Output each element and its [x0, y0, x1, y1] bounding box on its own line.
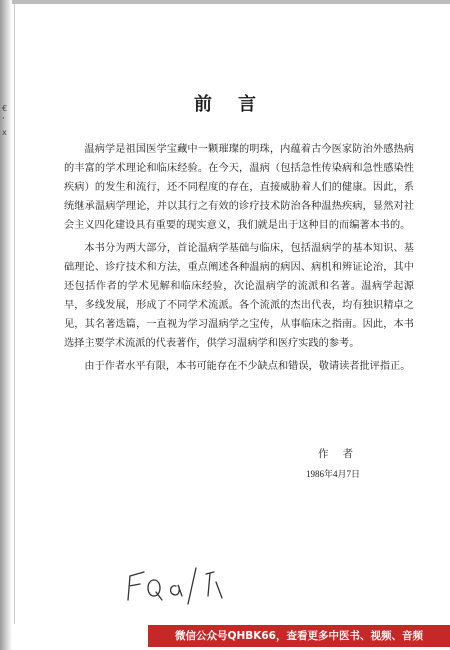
signature-author: 作者 [318, 448, 367, 460]
handwritten-signature [120, 558, 240, 608]
watermark-banner: 微信公众号QHBK66，查看更多中医书、视频、音频 [148, 625, 450, 647]
page-title: 前言 [194, 94, 282, 115]
signature-date: 1986年4月7日 [306, 469, 361, 479]
paragraph-3: 由于作者水平有限，本书可能存在不少缺点和错误，敬请读者批评指正。 [84, 361, 411, 372]
paragraph-2: 本书分为两大部分，首论温病学基础与临床，包括温病学的基本知识、基础理论、诊疗技术和方法，重点阐述各种温病的病因、病机和辨证论治，其中还包括作者的学术见解和临床经验，次论温病学的流派和名著。温病学起源早，多线发展，形成了不同学术流派。各个流派的杰出代表，均有独识精卓之见，其名著迭篇，一直视为学习温病学之宝传，从事临床之指南。因此，本书选择主要学术流派的代表著作，供学习温病学和医疗实践的参考。 [64, 243, 414, 349]
margin-mark: x [2, 128, 7, 137]
margin-mark: € [2, 104, 8, 113]
margin-mark: ‘ [2, 116, 5, 125]
preface-body [64, 140, 414, 380]
paragraph-1: 温病学是祖国医学宝藏中一颗璀璨的明珠，内蕴着古今医家防治外感热病的丰富的学术理论和临床经验。在今天，温病（包括急性传染病和急性感染性疾病）的发生和流行，还不同程度的存在，直接威胁着人们的健康。因此，系统继承温病学理论，并以其行之有效的诊疗技术防治各种温热疾病，显然对社会主义四化建设具有重要的现实意义，我们就是出于这种目的而编著本书的。 [64, 144, 414, 231]
